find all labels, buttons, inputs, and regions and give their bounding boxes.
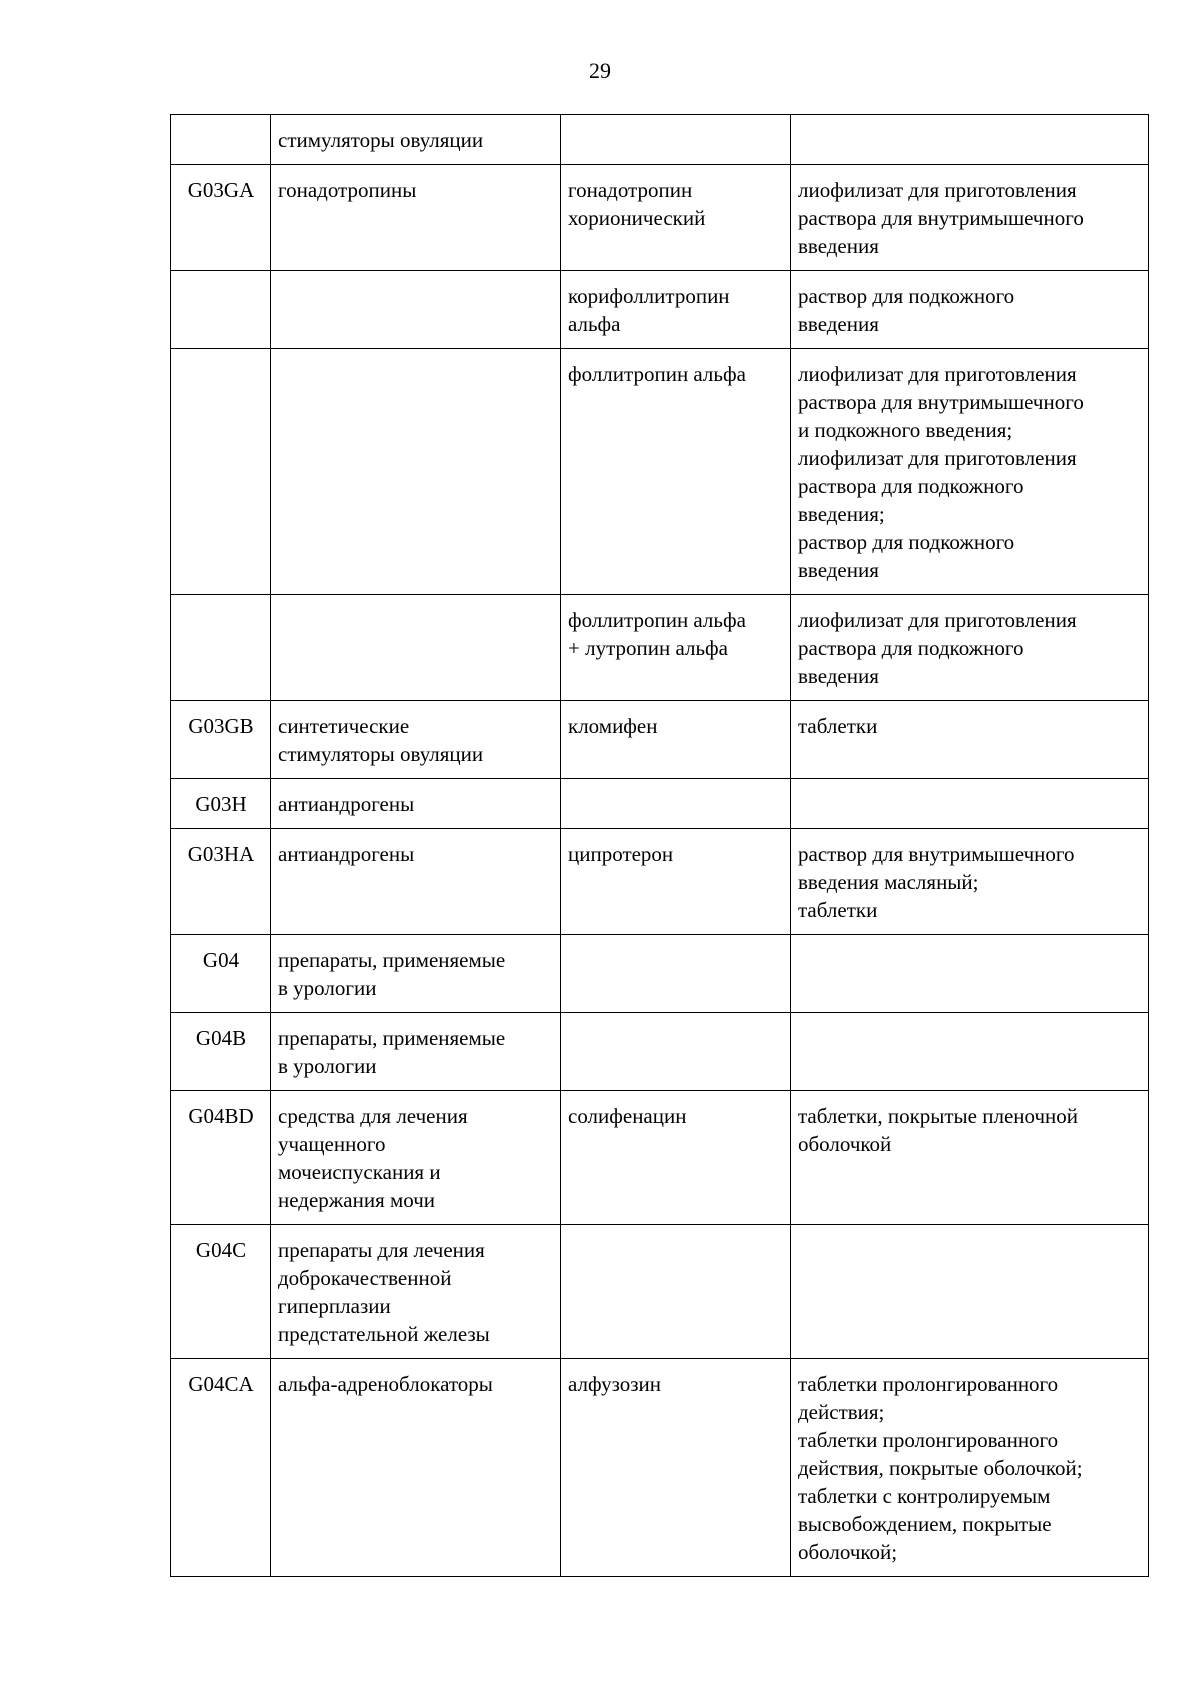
table-row [171, 829, 1149, 935]
atc-code-cell: G03GB [171, 701, 271, 779]
form-cell [791, 1225, 1149, 1359]
atc-code-cell [171, 349, 271, 595]
page-number: 29 [589, 58, 611, 83]
atc-code-cell [171, 271, 271, 349]
group-cell [271, 349, 561, 595]
group-cell: гонадотропины [271, 165, 561, 271]
atc-code-cell: G03H [171, 779, 271, 829]
group-cell: антиандрогены [271, 779, 561, 829]
atc-code-cell: G04 [171, 935, 271, 1013]
table-row [171, 595, 1149, 701]
table-row [171, 349, 1149, 595]
group-cell: препараты, применяемые в урологии [271, 1013, 561, 1091]
table-row [171, 1091, 1149, 1225]
table-row [171, 935, 1149, 1013]
drug-table [170, 114, 1149, 1577]
group-cell: синтетические стимуляторы овуляции [271, 701, 561, 779]
drug-cell [561, 1225, 791, 1359]
form-cell [791, 779, 1149, 829]
drug-cell: фоллитропин альфа [561, 349, 791, 595]
atc-code-cell: G04BD [171, 1091, 271, 1225]
atc-code-cell: G03GA [171, 165, 271, 271]
group-cell: стимуляторы овуляции [271, 115, 561, 165]
table-row [171, 165, 1149, 271]
group-cell [271, 595, 561, 701]
form-cell: таблетки пролонгированного действия; таблетки пролонгированного действия, покрытые оболочкой; таблетки с контролируемым высвобождением, покрытые оболочкой; [791, 1359, 1149, 1577]
form-cell: таблетки [791, 701, 1149, 779]
drug-cell: кломифен [561, 701, 791, 779]
drug-cell: корифоллитропин альфа [561, 271, 791, 349]
atc-code-cell: G04C [171, 1225, 271, 1359]
table-row [171, 779, 1149, 829]
drug-cell: гонадотропин хорионический [561, 165, 791, 271]
atc-code-cell: G04B [171, 1013, 271, 1091]
form-cell: лиофилизат для приготовления раствора для внутримышечного введения [791, 165, 1149, 271]
drug-cell: фоллитропин альфа + лутропин альфа [561, 595, 791, 701]
form-cell [791, 935, 1149, 1013]
group-cell [271, 271, 561, 349]
table-row [171, 115, 1149, 165]
table-row [171, 1359, 1149, 1577]
drug-cell [561, 1013, 791, 1091]
drug-cell [561, 779, 791, 829]
form-cell: раствор для внутримышечного введения масляный; таблетки [791, 829, 1149, 935]
form-cell: лиофилизат для приготовления раствора для подкожного введения [791, 595, 1149, 701]
form-cell: раствор для подкожного введения [791, 271, 1149, 349]
atc-code-cell [171, 115, 271, 165]
table-row [171, 1225, 1149, 1359]
table-row [171, 271, 1149, 349]
drug-cell: солифенацин [561, 1091, 791, 1225]
drug-cell: ципротерон [561, 829, 791, 935]
group-cell: препараты для лечения доброкачественной гиперплазии предстательной железы [271, 1225, 561, 1359]
form-cell [791, 1013, 1149, 1091]
group-cell: препараты, применяемые в урологии [271, 935, 561, 1013]
group-cell: антиандрогены [271, 829, 561, 935]
form-cell: лиофилизат для приготовления раствора для внутримышечного и подкожного введения; лиофилизат для приготовления раствора для подкожного введения; раствор для подкожного введения [791, 349, 1149, 595]
form-cell: таблетки, покрытые пленочной оболочкой [791, 1091, 1149, 1225]
drug-cell [561, 935, 791, 1013]
table-row [171, 701, 1149, 779]
drug-cell: алфузозин [561, 1359, 791, 1577]
form-cell [791, 115, 1149, 165]
table-row [171, 1013, 1149, 1091]
drug-cell [561, 115, 791, 165]
atc-code-cell: G03HA [171, 829, 271, 935]
atc-code-cell: G04CA [171, 1359, 271, 1577]
atc-code-cell [171, 595, 271, 701]
group-cell: альфа-адреноблокаторы [271, 1359, 561, 1577]
group-cell: средства для лечения учащенного мочеиспускания и недержания мочи [271, 1091, 561, 1225]
